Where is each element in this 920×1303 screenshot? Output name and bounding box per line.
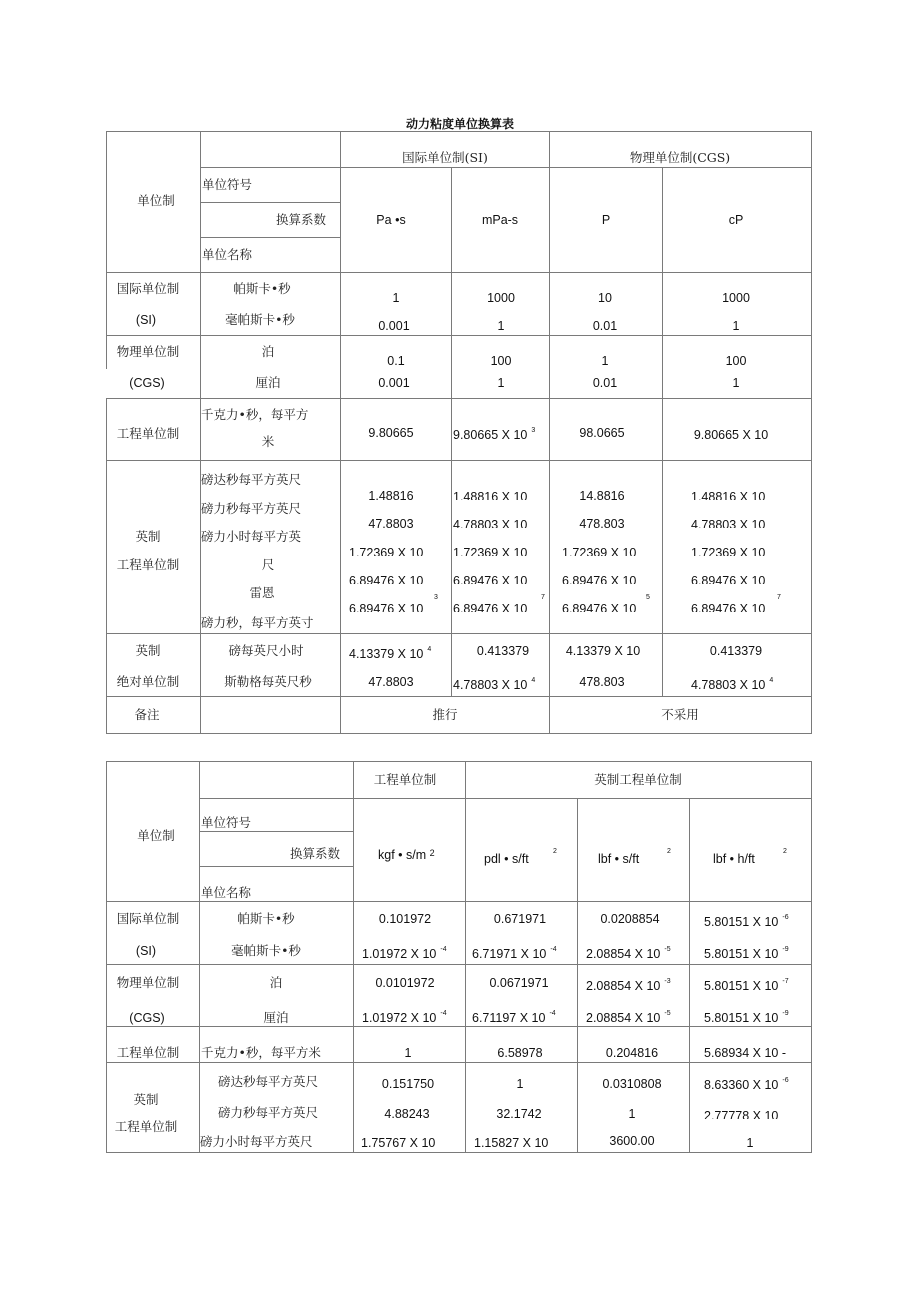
- value-cell: 0.204816: [605, 1046, 659, 1060]
- border: [689, 798, 690, 1152]
- value-cell: 6.89476 X 10: [691, 602, 766, 612]
- value-cell: 1: [516, 1077, 524, 1091]
- value-cell: 0.413379: [476, 644, 530, 658]
- remarks-label: 备注: [134, 707, 160, 722]
- value-cell: 5.80151 X 10 $^{-9}$: [704, 946, 789, 961]
- value-cell: 1.72369 X 10: [562, 546, 637, 556]
- value-cell: 1: [497, 376, 505, 390]
- border: [811, 761, 812, 1152]
- unit-header: Pa •s: [376, 213, 406, 227]
- value-cell: 100: [725, 354, 747, 368]
- value-cell: 14.8816: [579, 489, 625, 503]
- value-cell: 5.80151 X 10 $^{-9}$: [704, 1010, 789, 1025]
- border: [199, 831, 353, 832]
- border: [106, 761, 812, 762]
- value-cell: 1.01972 X 10 $^{-4}$: [362, 1010, 447, 1025]
- value-cell: 0.0208854: [600, 912, 660, 926]
- value-cell: 10: [598, 291, 612, 305]
- border: [106, 460, 812, 461]
- value-cell: 1000: [722, 291, 750, 305]
- unit-name: 厘泊: [263, 1010, 289, 1025]
- value-cell: 1.48816 X 10: [691, 490, 766, 500]
- remarks-cgs: 不采用: [661, 707, 699, 722]
- unit-header: pdl • s/ft: [484, 852, 529, 866]
- border: [106, 1062, 812, 1063]
- system-label: 国际单位制: [116, 911, 180, 926]
- value-cell: 1: [497, 319, 505, 333]
- border: [106, 335, 812, 336]
- value-cell: 1: [392, 291, 400, 305]
- unit-name: 毫帕斯卡•秒: [225, 312, 295, 327]
- value-cell: 1: [732, 376, 740, 390]
- unit-header: cP: [728, 213, 744, 227]
- value-cell: 0.671971: [493, 912, 547, 926]
- symbol-label: 单位符号: [201, 815, 252, 830]
- unit-name: 磅达秒每平方英尺: [217, 1074, 319, 1089]
- value-cell: 0.001: [378, 319, 410, 333]
- border: [106, 733, 812, 734]
- border: [106, 696, 812, 697]
- unit-name: 磅力秒每平方英尺: [201, 501, 302, 516]
- border: [106, 272, 812, 273]
- border: [451, 167, 452, 696]
- unit-name: 千克力•秒，每平方米: [201, 1045, 321, 1060]
- value-cell: 32.1742: [496, 1107, 542, 1121]
- factor-label: 换算系数: [289, 846, 340, 861]
- value-cell: 47.8803: [368, 517, 414, 531]
- border: [662, 167, 663, 696]
- system-label: (SI): [135, 313, 157, 327]
- value-cell: 0.101972: [378, 912, 432, 926]
- unit-name: 磅力秒每平方英尺: [217, 1105, 319, 1120]
- factor-label: 换算系数: [275, 212, 326, 227]
- border: [106, 398, 107, 733]
- value-cell: 4.13379 X 10: [565, 644, 641, 658]
- value-cell: 4.88243: [384, 1107, 430, 1121]
- border: [200, 237, 340, 238]
- border: [106, 131, 812, 132]
- border: [465, 761, 466, 1152]
- value-cell: 6.89476 X 10: [562, 574, 637, 584]
- border: [199, 798, 812, 799]
- system-label: 工程单位制: [114, 1119, 178, 1134]
- unit-header: kgf • s/m $^2$: [378, 848, 435, 862]
- border: [106, 761, 107, 1152]
- corner-label: 单位制: [137, 828, 175, 843]
- value-cell: 2.77778 X 10: [704, 1109, 779, 1119]
- exponent: 3: [434, 594, 438, 601]
- unit-name: 帕斯卡•秒: [233, 281, 291, 296]
- value-cell: 1000: [487, 291, 515, 305]
- value-cell: 1: [404, 1046, 412, 1060]
- unit-header: lbf • s/ft: [598, 852, 640, 866]
- value-cell: 100: [490, 354, 512, 368]
- value-cell: 0.0671971: [489, 976, 549, 990]
- border: [811, 131, 812, 733]
- unit-name: 磅力小时每平方英尺: [200, 1134, 313, 1149]
- border: [106, 398, 812, 399]
- system-label: 物理单位制: [116, 344, 180, 359]
- unit-name: 毫帕斯卡•秒: [231, 943, 301, 958]
- value-cell: 1.01972 X 10 $^{-4}$: [362, 946, 447, 961]
- unit-name: 泊: [269, 975, 283, 990]
- name-label: 单位名称: [202, 247, 253, 262]
- value-cell: 478.803: [579, 675, 625, 689]
- system-label: 绝对单位制: [116, 674, 180, 689]
- border: [200, 131, 201, 733]
- group-eng: 工程单位制: [373, 772, 437, 787]
- border: [549, 131, 550, 733]
- system-label: (CGS): [129, 376, 165, 390]
- group-cgs: 物理单位制(CGS): [629, 150, 731, 165]
- value-cell: 5.80151 X 10 $^{-6}$: [704, 914, 789, 929]
- exponent: 7: [541, 594, 545, 601]
- document-title: 动力粘度单位换算表: [405, 117, 514, 131]
- unit-header: lbf • h/ft: [713, 852, 755, 866]
- exponent: 2: [783, 848, 787, 855]
- value-cell: 9.80665 X 10 $^3$: [453, 427, 536, 442]
- border: [106, 131, 107, 369]
- value-cell: 2.08854 X 10 $^{-3}$: [586, 978, 671, 993]
- border: [106, 901, 812, 902]
- value-cell: 0.151750: [381, 1077, 435, 1091]
- value-cell: 1.72369 X 10: [691, 546, 766, 556]
- border: [106, 633, 812, 634]
- value-cell: 1.72369 X 10: [349, 546, 424, 556]
- value-cell: 5.68934 X 10 -: [704, 1046, 787, 1058]
- border: [199, 866, 353, 867]
- system-label: 物理单位制: [116, 975, 180, 990]
- value-cell: 4.78803 X 10 $^4$: [691, 677, 774, 692]
- system-label: 英制: [133, 1092, 159, 1107]
- system-label: 国际单位制: [116, 281, 180, 296]
- value-cell: 4.78803 X 10 $^4$: [453, 677, 536, 692]
- unit-name: 磅力小时每平方英: [201, 529, 302, 544]
- unit-name: 厘泊: [255, 375, 281, 390]
- value-cell: 0.01: [592, 319, 618, 333]
- value-cell: 1: [628, 1107, 636, 1121]
- system-label: (SI): [135, 944, 157, 958]
- border: [200, 167, 812, 168]
- value-cell: 9.80665: [368, 426, 414, 440]
- unit-header: P: [601, 213, 611, 227]
- group-brit: 英制工程单位制: [594, 772, 682, 787]
- value-cell: 9.80665 X 10: [693, 428, 769, 442]
- symbol-label: 单位符号: [202, 177, 253, 192]
- value-cell: 6.58978: [497, 1046, 543, 1060]
- value-cell: 1.75767 X 10: [361, 1136, 436, 1150]
- border: [106, 1026, 812, 1027]
- value-cell: 6.89476 X 10: [453, 574, 528, 584]
- value-cell: 1: [746, 1136, 754, 1150]
- value-cell: 0.001: [378, 376, 410, 390]
- value-cell: 6.89476 X 10: [349, 574, 424, 584]
- exponent: 2: [553, 848, 557, 855]
- unit-name: 尺: [261, 557, 275, 572]
- name-label: 单位名称: [201, 885, 252, 900]
- unit-name: 千克力•秒，每平方: [201, 407, 309, 422]
- unit-name: 磅每英尺小时: [228, 643, 304, 658]
- value-cell: 4.78803 X 10: [691, 518, 766, 528]
- group-si: 国际单位制(SI): [402, 150, 488, 165]
- unit-name: 雷恩: [249, 585, 275, 600]
- system-label: (CGS): [129, 1011, 165, 1025]
- unit-name: 磅达秒每平方英尺: [201, 472, 302, 487]
- value-cell: 6.89476 X 10: [349, 602, 424, 612]
- value-cell: 0.01: [592, 376, 618, 390]
- value-cell: 6.89476 X 10: [453, 602, 528, 612]
- value-cell: 478.803: [579, 517, 625, 531]
- exponent: 7: [777, 594, 781, 601]
- value-cell: 1: [601, 354, 609, 368]
- value-cell: 2.08854 X 10 $^{-5}$: [586, 946, 671, 961]
- border: [106, 1152, 812, 1153]
- exponent: 5: [646, 594, 650, 601]
- unit-name: 帕斯卡•秒: [237, 911, 295, 926]
- value-cell: 5.80151 X 10 $^{-7}$: [704, 978, 789, 993]
- border: [340, 131, 341, 733]
- value-cell: 2.08854 X 10 $^{-5}$: [586, 1010, 671, 1025]
- border: [199, 761, 200, 1152]
- value-cell: 6.71197 X 10 $^{-4}$: [472, 1010, 556, 1025]
- unit-name: 泊: [261, 344, 275, 359]
- system-label: 英制: [135, 529, 161, 544]
- unit-header: mPa-s: [481, 213, 519, 227]
- value-cell: 1.48816 X 10: [453, 490, 528, 500]
- value-cell: 0.413379: [709, 644, 763, 658]
- value-cell: 4.78803 X 10: [453, 518, 528, 528]
- value-cell: 1: [732, 319, 740, 333]
- border: [353, 761, 354, 1152]
- unit-name: 磅力秒，每平方英寸: [201, 615, 314, 630]
- corner-label: 单位制: [137, 193, 175, 208]
- value-cell: 1.15827 X 10: [474, 1136, 549, 1150]
- exponent: 2: [667, 848, 671, 855]
- value-cell: 4.13379 X 10 $^4$: [349, 646, 432, 661]
- value-cell: 0.0101972: [375, 976, 435, 990]
- system-label: 工程单位制: [116, 557, 180, 572]
- system-label: 工程单位制: [116, 1045, 180, 1060]
- value-cell: 98.0665: [579, 426, 625, 440]
- value-cell: 8.63360 X 10 $^{-6}$: [704, 1077, 789, 1092]
- unit-name: 米: [261, 434, 275, 449]
- remarks-si: 推行: [432, 707, 458, 722]
- value-cell: 1.48816: [368, 489, 414, 503]
- value-cell: 1.72369 X 10: [453, 546, 528, 556]
- unit-name: 斯勒格每英尺秒: [224, 674, 312, 689]
- value-cell: 6.89476 X 10: [562, 602, 637, 612]
- system-label: 英制: [135, 643, 161, 658]
- value-cell: 6.89476 X 10: [691, 574, 766, 584]
- value-cell: 6.71971 X 10 $^{-4}$: [472, 946, 557, 961]
- value-cell: 3600.00: [609, 1134, 655, 1148]
- border: [577, 798, 578, 1152]
- system-label: 工程单位制: [116, 426, 180, 441]
- value-cell: 0.1: [387, 354, 405, 368]
- border: [200, 202, 340, 203]
- border: [106, 964, 812, 965]
- value-cell: 0.0310808: [602, 1077, 662, 1091]
- value-cell: 47.8803: [368, 675, 414, 689]
